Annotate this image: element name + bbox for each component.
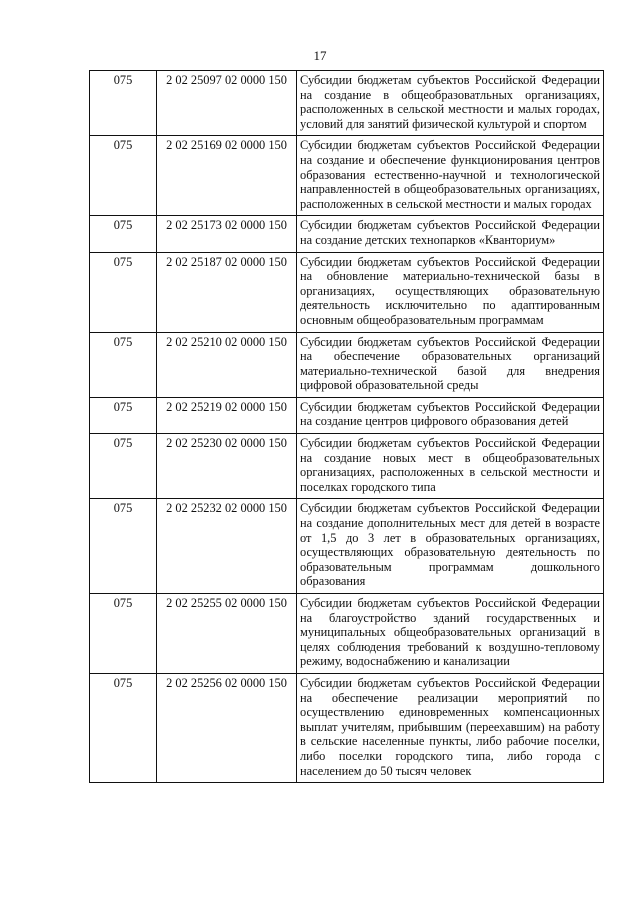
table-row	[90, 332, 604, 397]
description-cell: Субсидии бюджетам субъектов Российской Федерации на создание новых мест в общеобразовательных организациях, расположенных в сельской местности и поселках городского типа	[297, 434, 604, 499]
table-row	[90, 499, 604, 594]
budget-code-cell: 2 02 25232 02 0000 150	[157, 499, 297, 594]
admin-code-cell: 075	[90, 499, 157, 594]
table-row	[90, 216, 604, 252]
admin-code-cell: 075	[90, 136, 157, 216]
description-cell: Субсидии бюджетам субъектов Российской Федерации на благоустройство зданий государственных и муниципальных общеобразовательных организаций в целях соблюдения требований к воздушно-тепловому режиму, водоснабжению и канализации	[297, 594, 604, 674]
table-row	[90, 71, 604, 136]
description-cell: Субсидии бюджетам субъектов Российской Федерации на обеспечение образовательных организаций материально-технической базой для внедрения цифровой образовательной среды	[297, 332, 604, 397]
admin-code-cell: 075	[90, 594, 157, 674]
budget-classification-table	[89, 70, 604, 783]
admin-code-cell: 075	[90, 71, 157, 136]
budget-code-cell: 2 02 25097 02 0000 150	[157, 71, 297, 136]
admin-code-cell: 075	[90, 216, 157, 252]
description-cell: Субсидии бюджетам субъектов Российской Федерации на обеспечение реализации мероприятий по осуществлению единовременных компенсационных выплат учителям, прибывшим (переехавшим) на работу в сельские населенные пункты, либо рабочие поселки, либо поселки городского типа, либо города с населением до 50 тысяч человек	[297, 673, 604, 782]
description-cell: Субсидии бюджетам субъектов Российской Федерации на обновление материально-технической базы в организациях, осуществляющих образовательную деятельность исключительно по адаптированным основным общеобразовательным программам	[297, 252, 604, 332]
budget-code-cell: 2 02 25169 02 0000 150	[157, 136, 297, 216]
table-row	[90, 594, 604, 674]
budget-code-cell: 2 02 25219 02 0000 150	[157, 397, 297, 433]
budget-code-cell: 2 02 25173 02 0000 150	[157, 216, 297, 252]
admin-code-cell: 075	[90, 434, 157, 499]
budget-code-cell: 2 02 25256 02 0000 150	[157, 673, 297, 782]
budget-code-cell: 2 02 25187 02 0000 150	[157, 252, 297, 332]
page-number: 17	[313, 48, 327, 63]
table-row	[90, 434, 604, 499]
table-row	[90, 673, 604, 782]
table-row	[90, 136, 604, 216]
admin-code-cell: 075	[90, 397, 157, 433]
description-cell: Субсидии бюджетам субъектов Российской Федерации на создание центров цифрового образования детей	[297, 397, 604, 433]
admin-code-cell: 075	[90, 332, 157, 397]
description-cell: Субсидии бюджетам субъектов Российской Федерации на создание дополнительных мест для детей в возрасте от 1,5 до 3 лет в образовательных организациях, осуществляющих образовательную деятельность по образовательным программам дошкольного образования	[297, 499, 604, 594]
admin-code-cell: 075	[90, 252, 157, 332]
admin-code-cell: 075	[90, 673, 157, 782]
budget-code-cell: 2 02 25255 02 0000 150	[157, 594, 297, 674]
budget-code-cell: 2 02 25210 02 0000 150	[157, 332, 297, 397]
budget-code-cell: 2 02 25230 02 0000 150	[157, 434, 297, 499]
description-cell: Субсидии бюджетам субъектов Российской Федерации на создание в общеобразоватльных организациях, расположенных в сельской местности и малых городах, условий для занятий физической культурой и спортом	[297, 71, 604, 136]
table-row	[90, 252, 604, 332]
table-row	[90, 397, 604, 433]
description-cell: Субсидии бюджетам субъектов Российской Федерации на создание и обеспечение функционирования центров образования естественно-научной и технологической направленностей в общеобразовательных организациях, расположенных в сельской местности и малых городах	[297, 136, 604, 216]
description-cell: Субсидии бюджетам субъектов Российской Федерации на создание детских технопарков «Кванториум»	[297, 216, 604, 252]
